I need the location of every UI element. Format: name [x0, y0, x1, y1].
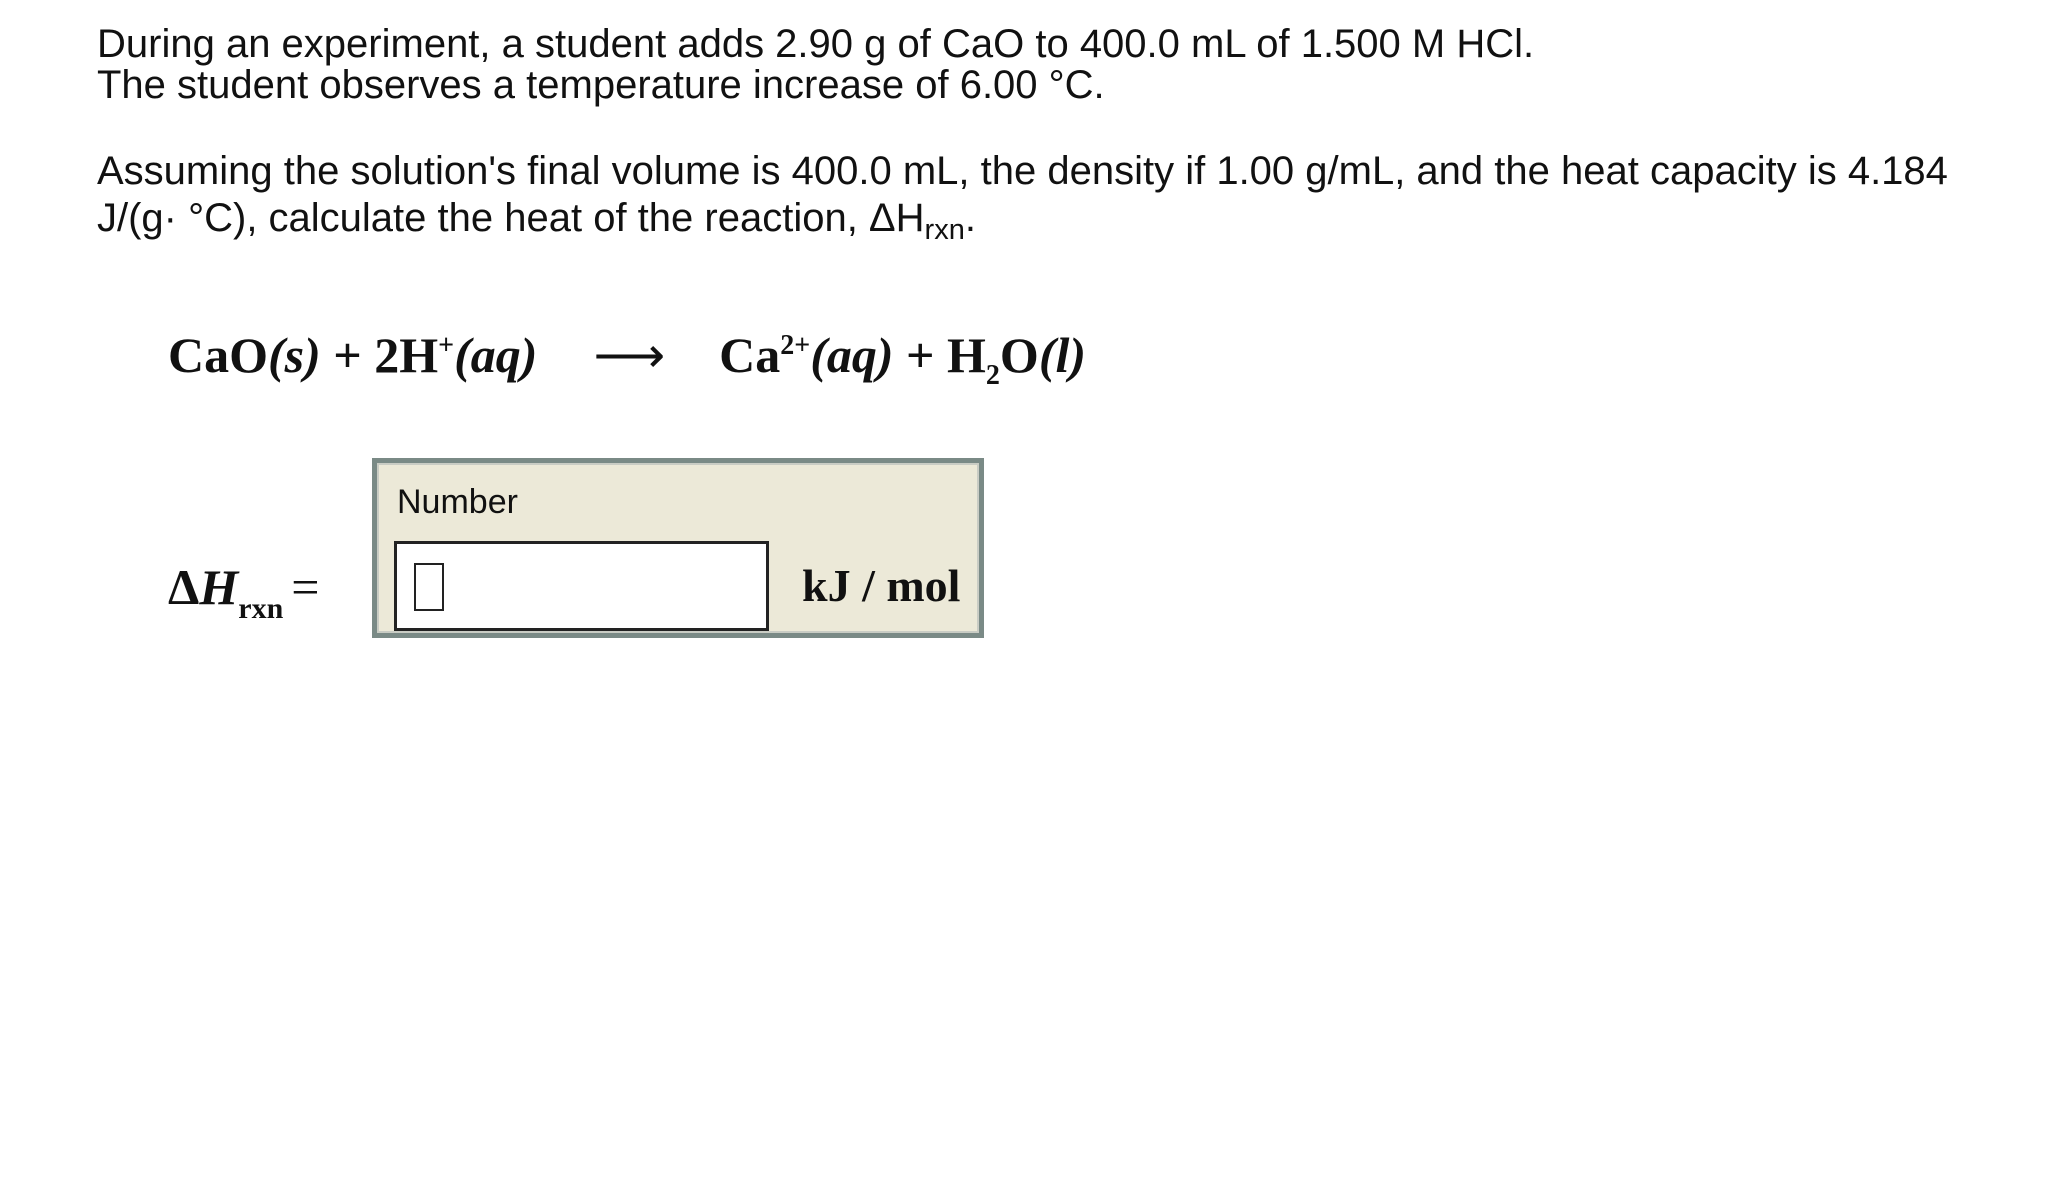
problem-line-2: The student observes a temperature increase of 6.00 °C. [97, 63, 1105, 107]
reactant-h-state: (aq) [454, 327, 538, 383]
h-symbol: H [199, 559, 239, 615]
product-h2o-state: (l) [1038, 327, 1087, 383]
problem-line-1: During an experiment, a student adds 2.90 g of CaO to 400.0 mL of 1.500 M HCl. [97, 22, 1535, 66]
delta-symbol: Δ [168, 559, 200, 615]
h2o-subscript: 2 [985, 360, 1000, 391]
chemical-equation [168, 326, 1087, 391]
problem-period: . [964, 196, 976, 240]
units-label: kJ / mol [802, 560, 961, 611]
answer-box [372, 458, 984, 638]
rxn-subscript: rxn [238, 592, 284, 625]
product-h2o-h: + H [893, 327, 986, 383]
product-h2o-o: O [999, 327, 1039, 383]
product-ca: Ca [719, 327, 781, 383]
number-label: Number [397, 483, 518, 521]
equals-sign: = [291, 559, 320, 615]
delta-h-label [168, 558, 320, 625]
reactant-cao-state: (s) [268, 327, 321, 383]
reaction-arrow-icon: ⟶ [593, 327, 666, 383]
problem-statement [97, 24, 1977, 246]
problem-paragraph-2 [97, 148, 1977, 246]
ca-charge: 2+ [780, 330, 811, 361]
reactant-cao: CaO [168, 327, 268, 383]
problem-paragraph-2-text: Assuming the solution's final volume is 400.0 mL, the density if 1.00 g/mL, and the heat capacity is 4.184 J/(g· °C), calculate the heat of the reaction, ΔH [97, 149, 1948, 240]
answer-input[interactable] [394, 541, 769, 631]
product-ca-state: (aq) [810, 327, 894, 383]
reactant-h: + 2H [320, 327, 439, 383]
problem-rxn-subscript: rxn [924, 214, 965, 246]
h-charge: + [438, 330, 455, 361]
